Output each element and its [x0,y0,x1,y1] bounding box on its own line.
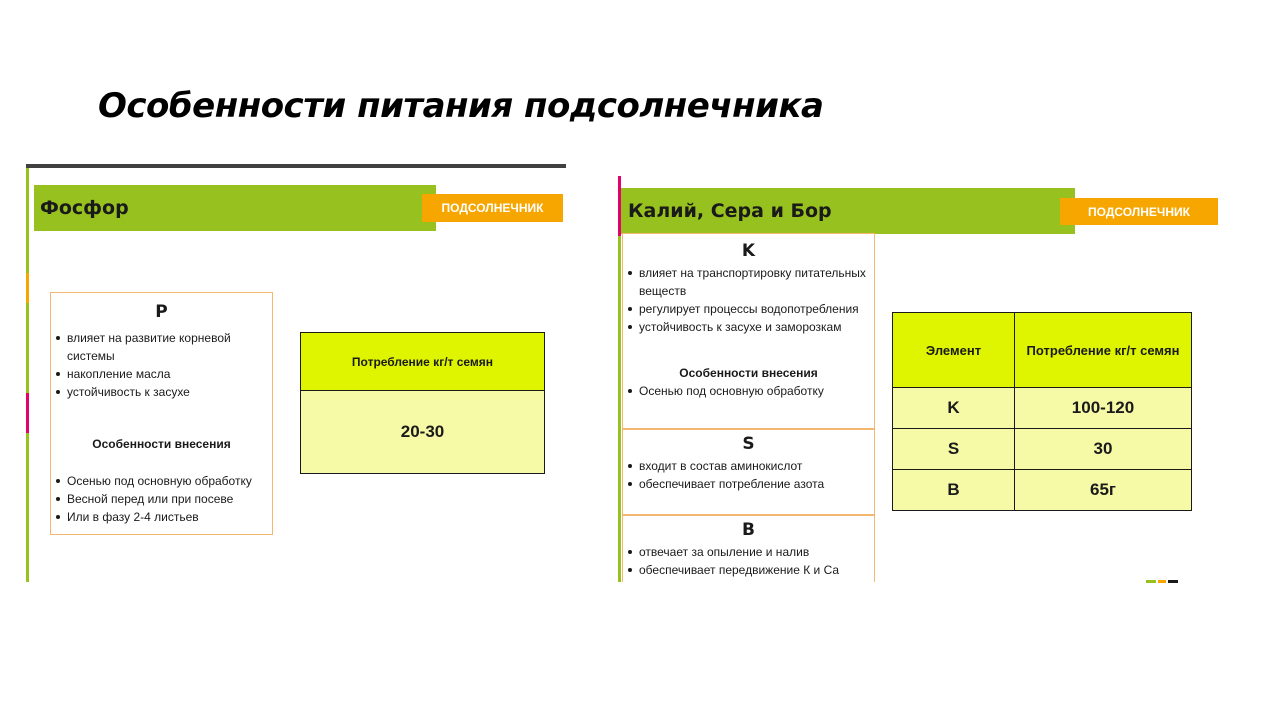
cropped-logo-fragment [1146,580,1180,583]
list-item: Осенью под основную обработку [51,472,272,490]
table-row [893,388,1192,429]
application-title: Особенности внесения [92,437,231,451]
phosphorus-panel [26,164,566,582]
table-cell: S [893,429,1015,470]
phosphorus-consumption-table [300,332,545,474]
list-item: обеспечивает потребление азота [623,475,874,493]
element-symbol: P [155,302,168,322]
list-item: накопление масла [51,365,272,383]
table-cell: K [893,388,1015,429]
table-cell: 100-120 [1015,388,1192,429]
crop-tag: ПОДСОЛНЕЧНИК [422,194,563,222]
kbs-header: Калий, Сера и Бор [621,188,1075,234]
sulfur-info-box [622,429,875,515]
element-symbol: B [742,520,755,540]
table-row [893,429,1192,470]
effects-list [51,329,272,401]
application-list [623,382,874,400]
table-header: Элемент [893,313,1015,388]
kbs-consumption-table [892,312,1192,511]
list-item: устойчивость к засухе [51,383,272,401]
table-header: Потребление кг/т семян [301,333,545,391]
effects-list [623,457,874,493]
table-cell: B [893,470,1015,511]
list-item: Осенью под основную обработку [623,382,874,400]
table-cell: 20-30 [301,391,545,474]
side-stripe [26,168,34,582]
application-list [51,472,272,526]
table-cell: 65г [1015,470,1192,511]
phosphorus-info-box [50,292,273,535]
list-item: отвечает за опыление и налив [623,543,874,561]
element-symbol: S [742,434,755,454]
element-symbol: K [741,241,756,261]
crop-tag: ПОДСОЛНЕЧНИК [1060,198,1218,225]
slide-title: Особенности питания подсолнечника [98,86,824,126]
potassium-info-box [622,233,875,429]
table-cell: 30 [1015,429,1192,470]
table-header: Потребление кг/т семян [1015,313,1192,388]
effects-list [623,543,874,579]
boron-info-box [622,515,875,582]
top-rule [26,164,566,168]
list-item: влияет на развитие корневой системы [51,329,272,365]
list-item: регулирует процессы водопотребления [623,300,874,318]
list-item: устойчивость к засухе и заморозкам [623,318,874,336]
list-item: влияет на транспортировку питательных веществ [623,264,874,300]
list-item: Весной перед или при посеве [51,490,272,508]
list-item: входит в состав аминокислот [623,457,874,475]
list-item: обеспечивает передвижение К и Са [623,561,874,579]
application-title: Особенности внесения [679,366,818,380]
kbs-panel [618,176,1220,582]
phosphorus-header: Фосфор [34,185,436,231]
table-row [893,470,1192,511]
list-item: Или в фазу 2-4 листьев [51,508,272,526]
effects-list [623,264,874,336]
